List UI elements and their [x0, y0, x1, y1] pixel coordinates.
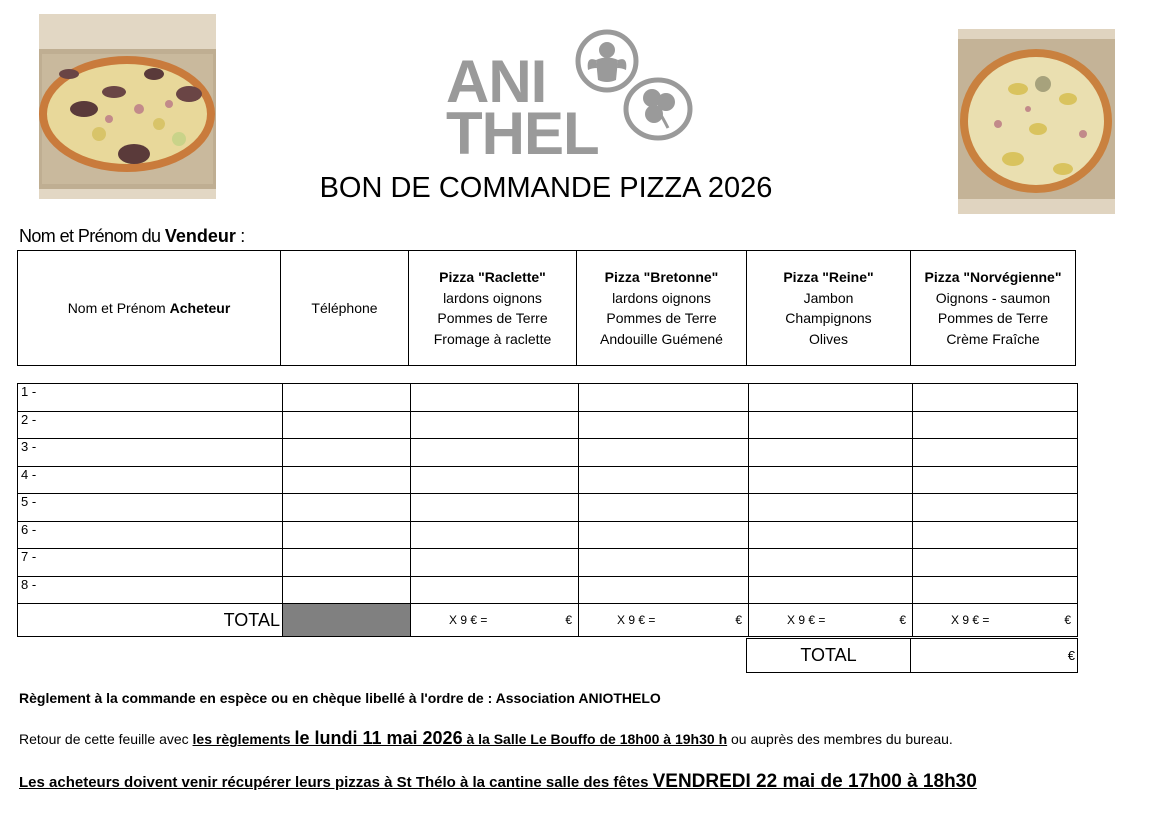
raclette-qty-cell[interactable] — [411, 466, 579, 494]
pickup-note-date: VENDREDI 22 mai de 17h00 à 18h30 — [652, 771, 977, 792]
pizza-ingredient: Pommes de Terre — [606, 310, 717, 326]
pizza-name: Pizza "Norvégienne" — [924, 269, 1062, 285]
header-pizza-raclette — [409, 251, 577, 366]
phone-cell[interactable] — [283, 576, 411, 604]
pizza-ingredient: Andouille Guémené — [600, 330, 723, 347]
bretonne-qty-cell[interactable] — [579, 439, 749, 467]
reine-qty-cell[interactable] — [749, 439, 913, 467]
raclette-qty-cell[interactable] — [411, 494, 579, 522]
total-norvegienne-cell[interactable] — [913, 604, 1078, 637]
row-number: 1 - — [21, 384, 37, 399]
phone-cell[interactable] — [283, 384, 411, 412]
phone-cell[interactable] — [283, 439, 411, 467]
norvegienne-qty-cell[interactable] — [913, 494, 1078, 522]
header-phone-cell: Téléphone — [281, 251, 409, 366]
pizza-name: Pizza "Raclette" — [439, 269, 546, 285]
row-number: 8 - — [21, 576, 37, 592]
raclette-qty-cell[interactable] — [411, 411, 579, 439]
order-row — [18, 521, 1078, 549]
header-table — [17, 250, 1076, 366]
payment-note: Règlement à la commande en espèce ou en chèque libellé à l'ordre de : Association ANIOTHELO — [19, 690, 661, 706]
total-row — [18, 604, 1078, 637]
bretonne-qty-cell[interactable] — [579, 521, 749, 549]
row-number: 7 - — [21, 549, 37, 564]
raclette-qty-cell[interactable] — [411, 439, 579, 467]
phone-cell[interactable] — [283, 494, 411, 522]
pizza-ingredient: lardons oignons — [612, 289, 711, 306]
buyer-name-cell[interactable] — [18, 576, 283, 604]
total-reine-cell[interactable] — [749, 604, 913, 637]
reine-qty-cell[interactable] — [749, 549, 913, 577]
pizza-ingredient: Champignons — [785, 310, 872, 326]
pickup-note-prefix: Les acheteurs doivent venir récupérer leurs pizzas à St Thélo à la cantine salle des fêtes — [19, 774, 653, 791]
header-buyer-cell — [18, 251, 281, 366]
norvegienne-qty-cell[interactable] — [913, 521, 1078, 549]
return-note-suffix: ou auprès des membres du bureau. — [727, 731, 953, 747]
pizza-ingredient: Oignons - saumon — [935, 289, 1051, 306]
calc-currency: € — [1064, 613, 1071, 627]
phone-cell[interactable] — [283, 549, 411, 577]
return-note-prefix: Retour de cette feuille avec — [19, 731, 193, 747]
order-row — [18, 411, 1078, 439]
return-note-underlined — [192, 728, 728, 748]
raclette-qty-cell[interactable] — [411, 576, 579, 604]
total-phone-cell — [283, 604, 411, 637]
buyer-name-cell[interactable] — [18, 466, 283, 494]
bretonne-qty-cell[interactable] — [579, 549, 749, 577]
reine-qty-cell[interactable] — [749, 384, 913, 412]
pizza-name: Pizza "Bretonne" — [604, 269, 719, 285]
order-table — [17, 383, 1078, 637]
header-pizza-norvegienne — [911, 251, 1076, 366]
calc-text: X 9 € = — [787, 613, 826, 627]
pizza-ingredient: Jambon — [803, 289, 854, 306]
total-label: TOTAL — [18, 604, 283, 637]
reine-qty-cell[interactable] — [749, 494, 913, 522]
raclette-qty-cell[interactable] — [411, 549, 579, 577]
total-raclette-cell[interactable] — [411, 604, 579, 637]
norvegienne-qty-cell[interactable] — [913, 411, 1078, 439]
phone-cell[interactable] — [283, 466, 411, 494]
row-number: 4 - — [21, 466, 37, 482]
row-number: 2 - — [21, 411, 37, 427]
bretonne-qty-cell[interactable] — [579, 576, 749, 604]
norvegienne-qty-cell[interactable] — [913, 439, 1078, 467]
bretonne-qty-cell[interactable] — [579, 411, 749, 439]
norvegienne-qty-cell[interactable] — [913, 576, 1078, 604]
buyer-name-cell[interactable] — [18, 439, 283, 467]
buyer-name-cell[interactable] — [18, 549, 283, 577]
buyer-name-cell[interactable] — [18, 384, 283, 412]
pizza-ingredient: Fromage à raclette — [433, 330, 552, 347]
bretonne-qty-cell[interactable] — [579, 494, 749, 522]
return-note-date: le lundi 11 mai 2026 — [294, 728, 463, 748]
logo-text-line1: ANI — [446, 48, 547, 115]
buyer-header-prefix: Nom et Prénom — [67, 299, 170, 316]
order-row — [18, 576, 1078, 604]
order-row — [18, 384, 1078, 412]
bretonne-qty-cell[interactable] — [579, 384, 749, 412]
calc-text: X 9 € = — [951, 613, 990, 627]
reine-qty-cell[interactable] — [749, 411, 913, 439]
grand-total-table — [746, 638, 1078, 673]
vendor-label-suffix: : — [235, 226, 245, 246]
order-row — [18, 549, 1078, 577]
buyer-name-cell[interactable] — [18, 411, 283, 439]
pizza-ingredient: Crème Fraîche — [946, 330, 1040, 347]
pickup-note — [19, 771, 977, 793]
norvegienne-qty-cell[interactable] — [913, 549, 1078, 577]
buyer-name-cell[interactable] — [18, 521, 283, 549]
raclette-qty-cell[interactable] — [411, 384, 579, 412]
header-pizza-bretonne — [577, 251, 747, 366]
reine-qty-cell[interactable] — [749, 521, 913, 549]
calc-text: X 9 € = — [617, 613, 656, 627]
pizza-ingredient: Pommes de Terre — [437, 310, 548, 326]
header-pizza-reine — [747, 251, 911, 366]
pizza-ingredient: Pommes de Terre — [937, 310, 1049, 326]
pizza-name: Pizza "Reine" — [783, 269, 874, 285]
norvegienne-qty-cell[interactable] — [913, 384, 1078, 412]
raclette-qty-cell[interactable] — [411, 521, 579, 549]
reine-qty-cell[interactable] — [749, 466, 913, 494]
page-title: BON DE COMMANDE PIZZA 2026 — [319, 172, 773, 204]
grand-total-value[interactable]: € — [911, 639, 1078, 673]
phone-cell[interactable] — [283, 411, 411, 439]
logo-text-line2: THEL — [446, 100, 599, 167]
aniothelo-logo — [440, 24, 700, 167]
total-bretonne-cell[interactable] — [579, 604, 749, 637]
return-note-u2: à la Salle Le Bouffo de 18h00 à 19h30 h — [462, 731, 728, 747]
row-number: 6 - — [21, 521, 37, 537]
order-row — [18, 494, 1078, 522]
calc-currency: € — [565, 613, 572, 627]
vendor-label-prefix: Nom et Prénom du — [19, 226, 165, 246]
reine-qty-cell[interactable] — [749, 576, 913, 604]
row-number: 3 - — [21, 439, 37, 454]
return-note-u1: les règlements — [192, 731, 295, 747]
buyer-header-bold: Acheteur — [169, 299, 231, 316]
grand-total-label: TOTAL — [747, 639, 911, 673]
return-note — [19, 728, 953, 749]
pizza-ingredient: Olives — [809, 330, 848, 347]
calc-currency: € — [735, 613, 742, 627]
bretonne-qty-cell[interactable] — [579, 466, 749, 494]
clover-icon — [622, 76, 694, 142]
buyer-name-cell[interactable] — [18, 494, 283, 522]
norvegienne-qty-cell[interactable] — [913, 466, 1078, 494]
pizza-ingredient: lardons oignons — [443, 289, 542, 306]
calc-text: X 9 € = — [449, 613, 488, 627]
row-number: 5 - — [21, 494, 37, 509]
vendor-label-bold: Vendeur — [164, 226, 236, 246]
order-row — [18, 466, 1078, 494]
calc-currency: € — [899, 613, 906, 627]
vendor-label — [19, 226, 245, 247]
phone-cell[interactable] — [283, 521, 411, 549]
order-row — [18, 439, 1078, 467]
